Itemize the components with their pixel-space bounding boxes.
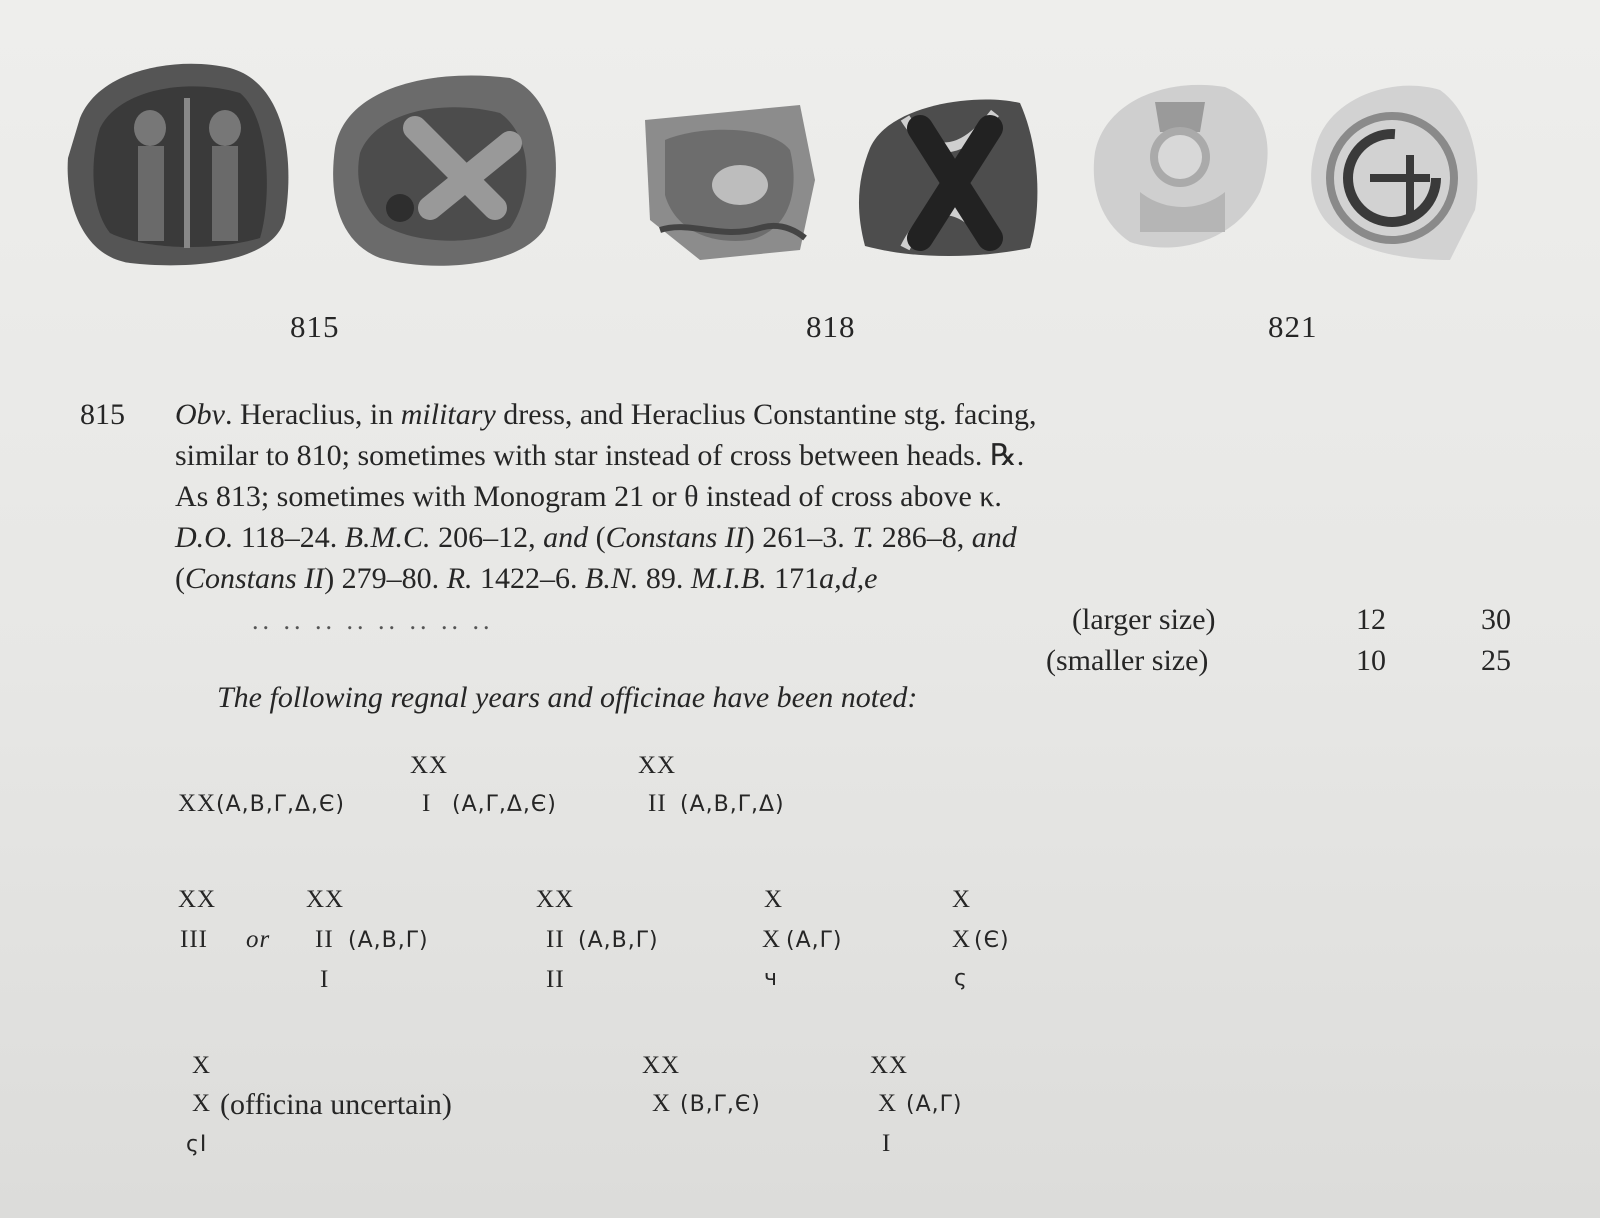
r3-b-top: XX	[642, 1052, 681, 1079]
entry-line-5	[175, 558, 878, 599]
entry-line-1	[175, 394, 1036, 435]
r3-c-mid: X	[878, 1090, 898, 1117]
r3-a-bot: ςI	[186, 1132, 208, 1157]
coin-818-obverse-image	[640, 100, 820, 265]
r2-a-mid: III	[180, 926, 208, 953]
r1-b-mid: I	[422, 790, 432, 817]
entry-number: 815	[80, 398, 125, 431]
size-label-larger: (larger size)	[1072, 603, 1216, 636]
r1-c-off: (A,B,Γ,Δ)	[680, 792, 785, 817]
entry-emphasis: military	[400, 398, 496, 431]
ref-r: R.	[446, 562, 473, 595]
entry-emphasis: and	[971, 521, 1017, 554]
entry-text: (	[175, 562, 185, 595]
r3-a-mid: X	[192, 1090, 212, 1117]
plate-label-818: 818	[806, 309, 856, 344]
size-value-smaller-2: 25	[1481, 644, 1511, 677]
r2-e-off: (Є)	[974, 928, 1010, 953]
plate-label-815: 815	[290, 309, 340, 344]
r2-c-off: (A,B,Γ)	[578, 928, 659, 953]
coin-821-reverse-image	[1300, 60, 1485, 265]
entry-emphasis: Constans II	[605, 521, 745, 554]
entry-text: ) 279–80.	[324, 562, 447, 595]
r2-b-top: XX	[306, 886, 345, 913]
ref-bn: B.N.	[585, 562, 639, 595]
r2-c-mid: II	[546, 926, 565, 953]
entry-text: . Heraclius, in	[224, 398, 401, 431]
r3-c-off: (A,Γ)	[906, 1092, 963, 1117]
r3-c-top: XX	[870, 1052, 909, 1079]
entry-line-2: similar to 810; sometimes with star instead of cross between heads. ℞.	[175, 439, 1025, 472]
r1-b-off: (A,Γ,Δ,Є)	[452, 792, 557, 817]
coin-818-reverse-image	[850, 88, 1045, 263]
size-label-smaller: (smaller size)	[1046, 644, 1209, 677]
entry-text: 286–8,	[874, 521, 972, 554]
r2-b-off: (A,B,Γ)	[348, 928, 429, 953]
coin-815-obverse-image	[60, 48, 300, 273]
entry-text: (	[588, 521, 606, 554]
size-value-larger-2: 30	[1481, 603, 1511, 636]
r2-c-top: XX	[536, 886, 575, 913]
leader-dots: .. .. .. .. .. .. .. ..	[252, 606, 494, 635]
size-value-larger-1: 12	[1356, 603, 1386, 636]
r2-e-top: X	[952, 886, 972, 913]
r2-d-top: X	[764, 886, 784, 913]
obverse-abbrev: Obv	[175, 398, 225, 431]
r2-b-mid: II	[315, 926, 334, 953]
entry-emphasis: Constans II	[185, 562, 325, 595]
r3-a-off: (officina uncertain)	[220, 1088, 452, 1121]
r2-d-bot: ч	[764, 966, 778, 991]
regnal-years-note: The following regnal years and officinae have been noted:	[217, 681, 918, 714]
entry-text: dress, and Heraclius Constantine stg. facing,	[495, 398, 1037, 431]
r2-c-bot: II	[546, 966, 565, 993]
entry-text: 89.	[638, 562, 691, 595]
plate-label-821: 821	[1268, 309, 1318, 344]
ref-t: T.	[852, 521, 875, 554]
r1-c-top: XX	[638, 752, 677, 779]
r1-a-off: (A,B,Γ,Δ,Є)	[216, 792, 345, 817]
entry-line-4	[175, 517, 1017, 558]
r2-or: or	[246, 926, 271, 953]
coin-815-reverse-image	[320, 58, 570, 278]
r2-a-top: XX	[178, 886, 217, 913]
coin-821-obverse-image	[1085, 62, 1275, 262]
entry-text: 118–24.	[233, 521, 345, 554]
ref-bmc: B.M.C.	[344, 521, 431, 554]
r1-b-top: XX	[410, 752, 449, 779]
r3-b-off: (B,Γ,Є)	[680, 1092, 761, 1117]
size-value-smaller-1: 10	[1356, 644, 1386, 677]
entry-emphasis: and	[543, 521, 589, 554]
r2-d-mid: X	[762, 926, 782, 953]
ref-mib: M.I.B.	[690, 562, 767, 595]
r3-b-mid: X	[652, 1090, 672, 1117]
r2-e-bot: ς	[954, 966, 968, 991]
r2-e-mid: X	[952, 926, 972, 953]
r3-c-bot: I	[882, 1130, 892, 1157]
entry-emphasis: a,d,e	[819, 562, 878, 595]
r2-b-bot: I	[320, 966, 330, 993]
entry-text: 206–12,	[430, 521, 544, 554]
entry-text: ) 261–3.	[744, 521, 853, 554]
r3-a-top: X	[192, 1052, 212, 1079]
r1-c-mid: II	[648, 790, 667, 817]
ref-do: D.O.	[175, 521, 234, 554]
r1-a-mid: XX	[178, 790, 217, 817]
entry-line-3: As 813; sometimes with Monogram 21 or θ instead of cross above κ.	[175, 480, 1002, 513]
entry-text: 1422–6.	[472, 562, 586, 595]
r2-d-off: (A,Γ)	[786, 928, 843, 953]
entry-text: 171	[766, 562, 820, 595]
